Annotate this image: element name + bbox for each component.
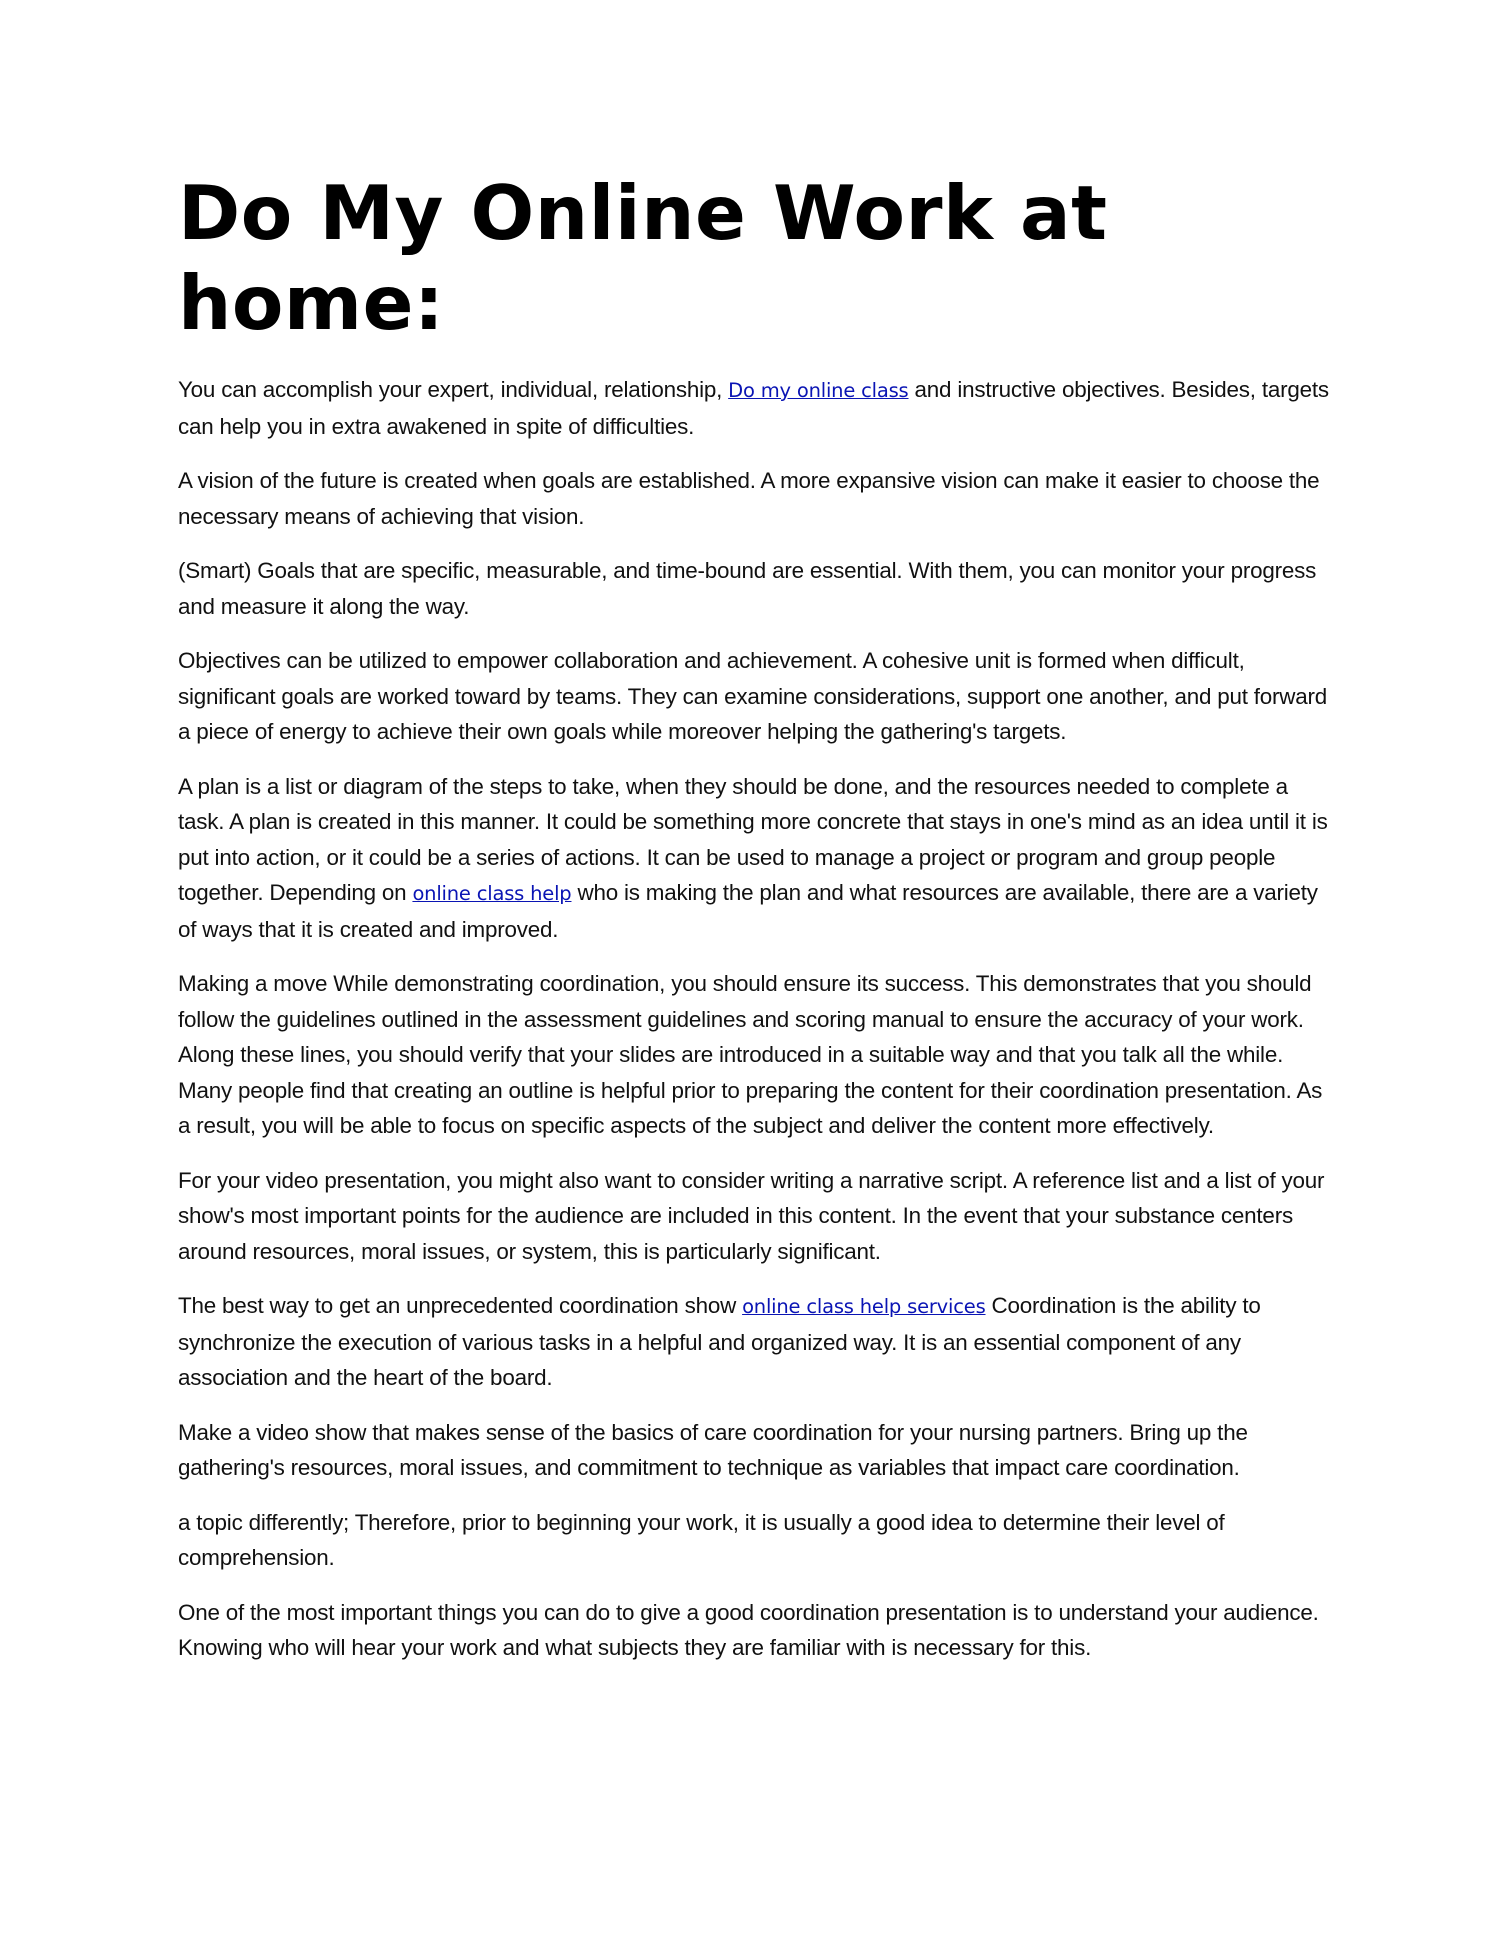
paragraph-coordination-show xyxy=(178,1288,1338,1396)
link-do-my-online-class[interactable]: Do my online class xyxy=(728,379,909,402)
paragraph-video-presentation: For your video presentation, you might also want to consider writing a narrative script. A reference list and a list of your show's most important points for the audience are included in this content. In the event that your substance centers around resources, moral issues, or system, this is particularly significant. xyxy=(178,1167,1325,1264)
paragraph-topic: a topic differently; Therefore, prior to beginning your work, it is usually a good idea to determine their level of comprehension. xyxy=(178,1509,1225,1570)
link-online-class-help[interactable]: online class help xyxy=(412,882,572,905)
paragraph-video-show: Make a video show that makes sense of the basics of care coordination for your nursing partners. Bring up the gathering's resources, moral issues, and commitment to technique as variables that impact care coordination. xyxy=(178,1419,1248,1480)
paragraph-text: A plan is a list or diagram of the steps to take, when they should be done, and the resources needed to complete a task. A plan is created in this manner. It could be something more concrete that stays in one's mind as an idea until it is put into action, or it could be a series of actions. It can be used to manage a project or program and group people together. Depending on xyxy=(178,773,1328,905)
paragraph-intro xyxy=(178,372,1338,444)
paragraph-vision: A vision of the future is created when goals are established. A more expansive vision can make it easier to choose the necessary means of achieving that vision. xyxy=(178,468,1320,529)
page-title: Do My Online Work at home: xyxy=(178,169,1108,347)
paragraph-audience: One of the most important things you can do to give a good coordination presentation is to understand your audience. Knowing who will hear your work and what subjects they are familiar with is necessary for this. xyxy=(178,1599,1319,1660)
paragraph-text: You can accomplish your expert, individual, relationship, xyxy=(178,377,729,402)
paragraph-objectives: Objectives can be utilized to empower collaboration and achievement. A cohesive unit is formed when difficult, significant goals are worked toward by teams. They can examine considerations, support one another, and put forward a piece of energy to achieve their own goals while moreover helping the gathering's targets. xyxy=(178,648,1328,744)
paragraph-text: The best way to get an unprecedented coordination show xyxy=(178,1293,743,1318)
link-online-class-help-services[interactable]: online class help services xyxy=(742,1295,986,1318)
paragraph-making-a-move: Making a move While demonstrating coordination, you should ensure its success. This demonstrates that you should follow the guidelines outlined in the assessment guidelines and scoring manual to ensure the accuracy of your work. Along these lines, you should verify that your slides are introduced in a suitable way and that you talk all the while. Many people find that creating an outline is helpful prior to preparing the content for their coordination presentation. As a result, you will be able to focus on specific aspects of the subject and deliver the content more effectively. xyxy=(178,971,1323,1138)
paragraph-smart-goals: (Smart) Goals that are specific, measurable, and time-bound are essential. With them, you can monitor your progress and measure it along the way. xyxy=(178,558,1317,619)
paragraph-plan xyxy=(178,769,1338,948)
paragraph-text: and instructive objectives. Besides, targets can help you in extra awakened in spite of difficulties. xyxy=(178,377,1329,439)
paragraph-text: Coordination is the ability to synchronize the execution of various tasks in a helpful and organized way. It is an essential component of any association and the heart of the board. xyxy=(178,1293,1261,1390)
document-page xyxy=(178,168,1338,1685)
paragraph-text: who is making the plan and what resources are available, there are a variety of ways that it is created and improved. xyxy=(178,880,1318,942)
